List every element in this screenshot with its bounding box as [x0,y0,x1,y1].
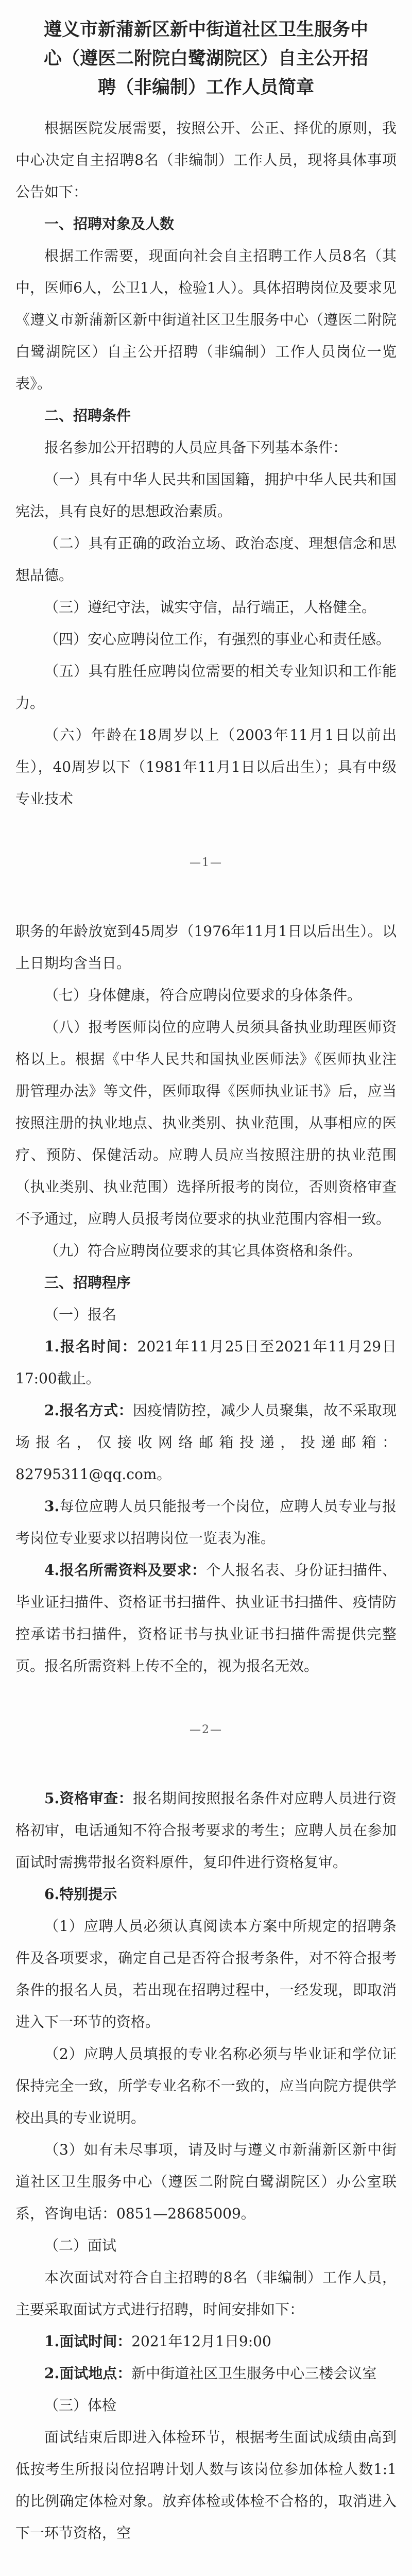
intro-paragraph: 根据医院发展需要，按照公开、公正、择优的原则，我中心决定自主招聘8名（非编制）工作人员，现将具体事项公告如下： [15,120,397,200]
page-number: —2— [190,1723,222,1736]
registration-method-label: 2.报名方式： [44,1402,133,1419]
section-1-text: 根据工作需要，现面向社会自主招聘工作人员8名（其中，医师6人，公卫1人，检验1人）。具体招聘岗位及要求见《遵义市新蒲新区新中街道社区卫生服务中心（遵医二附院白鹭湖院区）自主公开招聘（非编制）工作人员岗位一览表》。 [15,247,397,392]
page-number: —1— [190,856,222,869]
registration-note-label: 3. [44,1498,60,1515]
interview-place-label: 2.面试地点： [44,2365,132,2382]
condition-item: （五）具有胜任应聘岗位需要的相关专业知识和工作能力。 [15,663,397,711]
interview-place [15,2358,397,2389]
interview-time-text: 2021年12月1日9:00 [131,2333,271,2350]
special-notice-item: （1）应聘人员必须认真阅读本方案中所规定的招聘条件及各项要求，确定自己是否符合报考条件，对不符合报考条件的报名人员，若出现在招聘过程中，一经发现，即取消进入下一环节的资格。 [15,1918,397,2030]
section-1-heading: 一、招聘对象及人数 [44,215,175,232]
document-title: 遵义市新蒲新区新中街道社区卫生服务中心（遵医二附院白鹭湖院区）自主公开招聘（非编制）工作人员简章 [43,20,368,98]
qualification-review-text: 报名期间按照报名条件对应聘人员进行资格初审，电话通知不符合报考要求的考生；应聘人员在参加面试时需携带报名资料原件，复印件进行资格复审。 [15,1790,397,1871]
registration-materials-label: 4.报名所需资料及要求： [44,1562,207,1579]
interview-time [15,2326,397,2358]
document-body [0,112,412,2576]
condition-item: （二）具有正确的政治立场、政治态度、理想信念和思想品德。 [15,535,397,584]
condition-item: （六）年龄在18周岁以上（2003年11月1日以前出生），40周岁以下（1981年11月1日以后出生）；具有中级专业技术 [15,726,397,807]
qualification-review [15,1783,397,1878]
qualification-review-label: 5.资格审查： [44,1790,133,1807]
condition-continuation: 职务的年龄放宽到45周岁（1976年11月1日以后出生）。以上日期均含当日。 [15,923,397,972]
condition-item: （七）身体健康，符合应聘岗位要求的身体条件。 [44,987,362,1004]
condition-item: （四）安心应聘岗位工作，有强烈的事业心和责任感。 [44,631,391,648]
condition-item: （九）符合应聘岗位要求的其它具体资格和条件。 [44,1242,362,1259]
special-notice-item: （3）如有未尽事项，请及时与遵义市新蒲新区新中街道社区卫生服务中心（遵医二附院白鹭湖院区）办公室联系，咨询电话：0851—28685009。 [15,2141,397,2222]
registration-materials-text: 个人报名表、身份证扫描件、毕业证扫描件、资格证书扫描件、执业证书扫描件、疫情防控承诺书扫描件，资格证书与执业证书扫描件需提供完整页。报名所需资料上传不全的，视为报名无效。 [15,1562,397,1674]
registration-note-text: 每位应聘人员只能报考一个岗位，应聘人员专业与报考岗位专业要求以招聘岗位一览表为准。 [15,1498,397,1547]
registration-method-text: 因疫情防控，减少人员聚集，故不采取现场报名，仅接收网络邮箱投递，投递邮箱：82795311@qq.com。 [15,1402,397,1483]
registration-method [15,1395,397,1490]
registration-time-text: 2021年11月25日至2021年11月29日17:00截止。 [15,1338,397,1387]
section-3-heading: 三、招聘程序 [44,1274,131,1291]
step-registration: （一）报名 [44,1306,117,1323]
interview-time-label: 1.面试时间： [44,2333,132,2350]
medical-exam-text: 面试结束后即进入体检环节，根据考生面试成绩由高到低按考生所报岗位招聘计划人数与该岗位参加体检人数1:1的比例确定体检对象。放弃体检或体检不合格的，取消进入下一环节资格，空 [15,2429,397,2541]
registration-time [15,1331,397,1395]
interview-place-text: 新中街道社区卫生服务中心三楼会议室 [131,2365,377,2382]
interview-intro: 本次面试对符合自主招聘的8名（非编制）工作人员，主要采取面试方式进行招聘，时间安排如下： [15,2269,397,2318]
condition-item: （八）报考医师岗位的应聘人员须具备执业助理医师资格以上。根据《中华人民共和国执业医师法》《医师执业注册管理办法》等文件，医师取得《医师执业证书》后，应当按照注册的执业地点、执业类别、执业范围，从事相应的医疗、预防、保健活动。应聘人员应当按照注册的执业范围（执业类别、执业范围）选择所报考的岗位，否则资格审查不予通过，应聘人员报考岗位要求的执业范围内容相一致。 [15,1019,397,1227]
special-notice-item: （2）应聘人员填报的专业名称必须与毕业证和学位证保持完全一致，所学专业名称不一致的，应当向院方提供学校出具的专业说明。 [15,2045,397,2126]
special-notice-heading: 6.特别提示 [44,1886,117,1903]
registration-materials [15,1554,397,1682]
condition-item: （三）遵纪守法，诚实守信，品行端正，人格健全。 [44,599,376,616]
step-medical-exam: （三）体检 [44,2397,117,2414]
section-2-intro: 报名参加公开招聘的人员应具备下列基本条件： [44,439,348,456]
step-interview: （二）面试 [44,2237,117,2254]
registration-time-label: 1.报名时间： [44,1338,138,1355]
section-2-heading: 二、招聘条件 [44,407,131,424]
condition-item: （一）具有中华人民共和国国籍，拥护中华人民共和国宪法，具有良好的思想政治素质。 [15,471,397,520]
registration-note [15,1490,397,1554]
